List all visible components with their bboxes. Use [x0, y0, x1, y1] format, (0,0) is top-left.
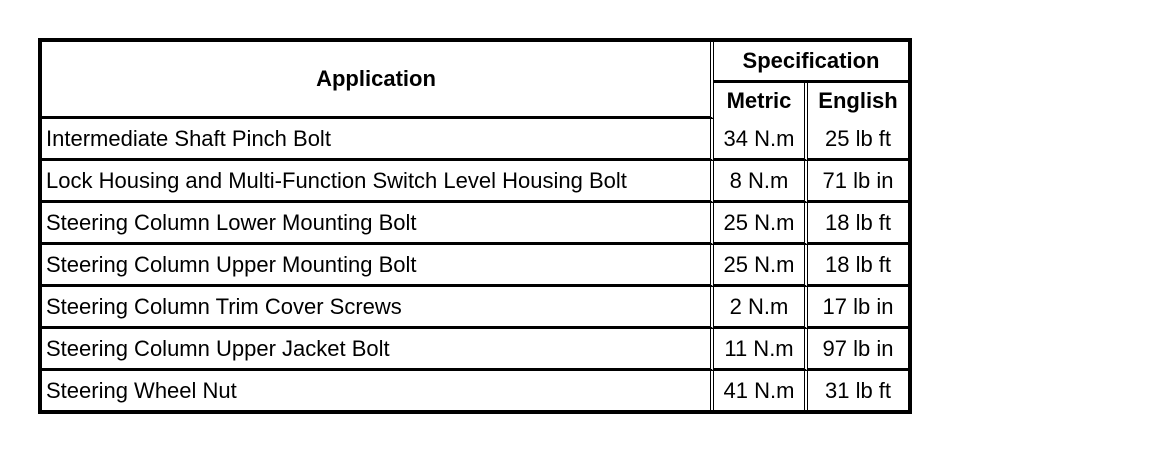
application-cell: Steering Column Upper Mounting Bolt [42, 245, 714, 287]
table-row [42, 119, 908, 161]
english-cell: 17 lb in [808, 287, 908, 329]
english-cell: 18 lb ft [808, 203, 908, 245]
table-row [42, 245, 908, 287]
english-cell: 97 lb in [808, 329, 908, 371]
english-cell: 31 lb ft [824, 377, 892, 403]
table-row [42, 203, 908, 245]
english-cell: 18 lb ft [808, 245, 908, 287]
metric-cell: 8 N.m [714, 161, 808, 203]
application-cell: Intermediate Shaft Pinch Bolt [42, 119, 714, 161]
table-row [42, 287, 908, 329]
table-row [42, 329, 908, 371]
english-cell: 71 lb in [808, 161, 908, 203]
english-header: English [818, 88, 898, 113]
metric-cell: 25 N.m [714, 245, 808, 287]
specification-header: Specification [714, 42, 908, 83]
application-cell: Steering Column Trim Cover Screws [42, 287, 714, 329]
application-cell: Steering Wheel Nut [42, 371, 714, 410]
english-cell: 25 lb ft [808, 119, 908, 161]
table-row [42, 161, 908, 203]
metric-cell: 41 N.m [714, 371, 808, 410]
application-header: Application [42, 42, 714, 119]
table-row [42, 371, 908, 410]
application-cell: Lock Housing and Multi-Function Switch Level Housing Bolt [42, 161, 714, 203]
application-cell: Steering Column Upper Jacket Bolt [42, 329, 714, 371]
metric-cell: 11 N.m [714, 329, 808, 371]
metric-cell: 2 N.m [714, 287, 808, 329]
metric-header: Metric [714, 83, 808, 119]
metric-cell: 34 N.m [714, 119, 808, 161]
metric-cell: 25 N.m [714, 203, 808, 245]
application-cell: Steering Column Lower Mounting Bolt [42, 203, 714, 245]
fastener-specification-table [38, 38, 912, 414]
